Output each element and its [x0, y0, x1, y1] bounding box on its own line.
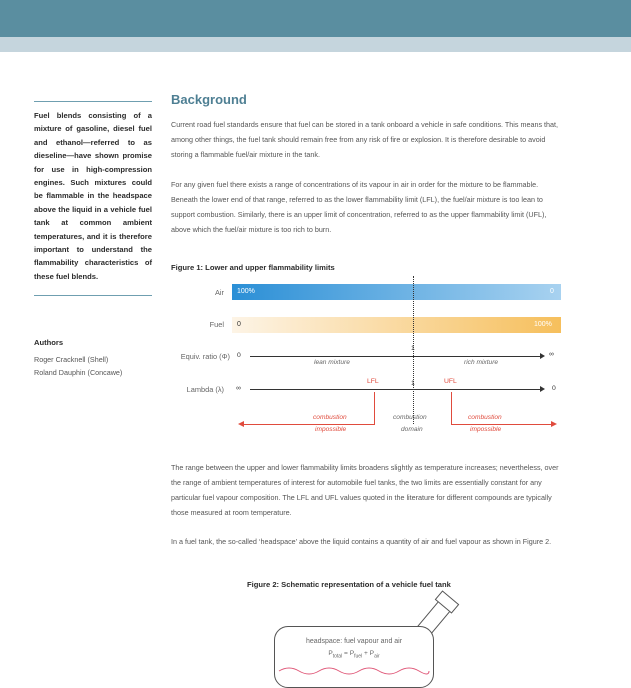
- rich-combustion-label: combustion: [468, 414, 502, 421]
- combustion-domain-label-2: domain: [401, 426, 423, 433]
- equiv-axis: [250, 356, 540, 357]
- lean-impossible-arrow: [244, 424, 375, 425]
- paragraph-2: For any given fuel there exists a range of concentrations of its vapour in air in order for the mixture to be flammable. Beneath the lower end of that range, referred to as the lower flammability limit (LFL), the fuel/air mixture is too lean to support combustion. Similarly, there is an upper limit of concentration, referred to as the upper flammability limit (UFL), above which the fuel/air mixture is too rich to burn.: [171, 180, 547, 234]
- pressure-equation: $P_{total} = P_{fuel} + P_{air}$: [328, 650, 380, 660]
- lean-mixture-label: lean mixture: [314, 359, 350, 366]
- authors-heading: Authors: [34, 338, 64, 347]
- air-row-label: Air: [214, 288, 224, 297]
- air-gradient-bar: [232, 284, 561, 300]
- lambda-axis: [250, 389, 540, 390]
- sidebar-rule-top: [34, 101, 152, 102]
- equiv-mid-value: 1: [411, 345, 415, 352]
- air-right-value: 0: [550, 288, 554, 295]
- lambda-right-value: 0: [552, 385, 556, 392]
- lambda-axis-arrow: [540, 386, 545, 392]
- rich-impossible-label: impossible: [470, 426, 502, 433]
- figure1-caption: Figure 1: Lower and upper flammability limits: [171, 263, 335, 272]
- header-band: [0, 0, 631, 37]
- lambda-label: Lambda (λ): [186, 385, 224, 394]
- paragraph-1: Current road fuel standards ensure that fuel can be stored in a tank onboard a vehicle in safe conditions. This means that, among other things, the fuel tank should remain free from any risk of fire or explosion. It is therefore desirable to avoid storing a flammable fuel/air mixture in the tank.: [171, 120, 559, 159]
- lambda-mid-value: 1: [411, 380, 415, 387]
- equiv-ratio-label: Equiv. ratio (Φ): [180, 352, 230, 361]
- combustion-domain-label-1: combustion: [393, 414, 427, 421]
- rich-impossible-arrowhead: [551, 421, 557, 427]
- fuel-left-value: 0: [237, 321, 241, 328]
- header-subband: [0, 37, 631, 52]
- equiv-left-value: 0: [237, 352, 241, 359]
- figure2-caption: Figure 2: Schematic representation of a vehicle fuel tank: [247, 580, 451, 589]
- lean-impossible-label: impossible: [315, 426, 347, 433]
- fuel-gradient-bar: [232, 317, 561, 333]
- air-left-value: 100%: [237, 288, 255, 295]
- fuel-row-label: Fuel: [209, 320, 224, 329]
- lfl-marker: [374, 392, 375, 424]
- lfl-label: LFL: [367, 378, 379, 385]
- section-heading: Background: [171, 92, 247, 107]
- headspace-label: headspace: fuel vapour and air: [305, 638, 403, 645]
- author-2: Roland Dauphin (Concawe): [34, 368, 123, 377]
- lean-impossible-arrowhead: [238, 421, 244, 427]
- lambda-left-value: ∞: [236, 385, 241, 392]
- equiv-axis-arrow: [540, 353, 545, 359]
- paragraph-4: In a fuel tank, the so-called ‘headspace’ above the liquid contains a quantity of air and fuel vapour as shown in Figure 2.: [171, 537, 552, 546]
- lean-combustion-label: combustion: [313, 414, 347, 421]
- sidebar-intro: Fuel blends consisting of a mixture of gasoline, diesel fuel and ethanol—referred to as dieseline—have shown promise for use in high-compression engines. Such mixtures could be flammable in the headspace above the liquid in a vehicle fuel tank at common ambient temperatures, and it is therefore important to understand the flammability characteristics of these fuel blends.: [34, 111, 152, 281]
- rich-impossible-arrow: [451, 424, 551, 425]
- ufl-marker: [451, 392, 452, 424]
- fuel-right-value: 100%: [534, 321, 552, 328]
- ufl-label: UFL: [444, 378, 457, 385]
- author-1: Roger Cracknell (Shell): [34, 355, 109, 364]
- liquid-surface-wave: [275, 665, 433, 677]
- sidebar-rule-bottom: [34, 295, 152, 296]
- fuel-tank-diagram: [274, 626, 434, 688]
- rich-mixture-label: rich mixture: [464, 359, 499, 366]
- equiv-right-value: ∞: [549, 351, 554, 358]
- paragraph-3: The range between the upper and lower flammability limits broadens slightly as temperature increases; nevertheless, over the range of ambient temperatures of interest for automobile fuel tanks, the two limits are essentially constant for any particular fuel vapour composition. The LFL and UFL values quoted in the literature for different compounds are typically those measured at room temperature.: [171, 463, 559, 517]
